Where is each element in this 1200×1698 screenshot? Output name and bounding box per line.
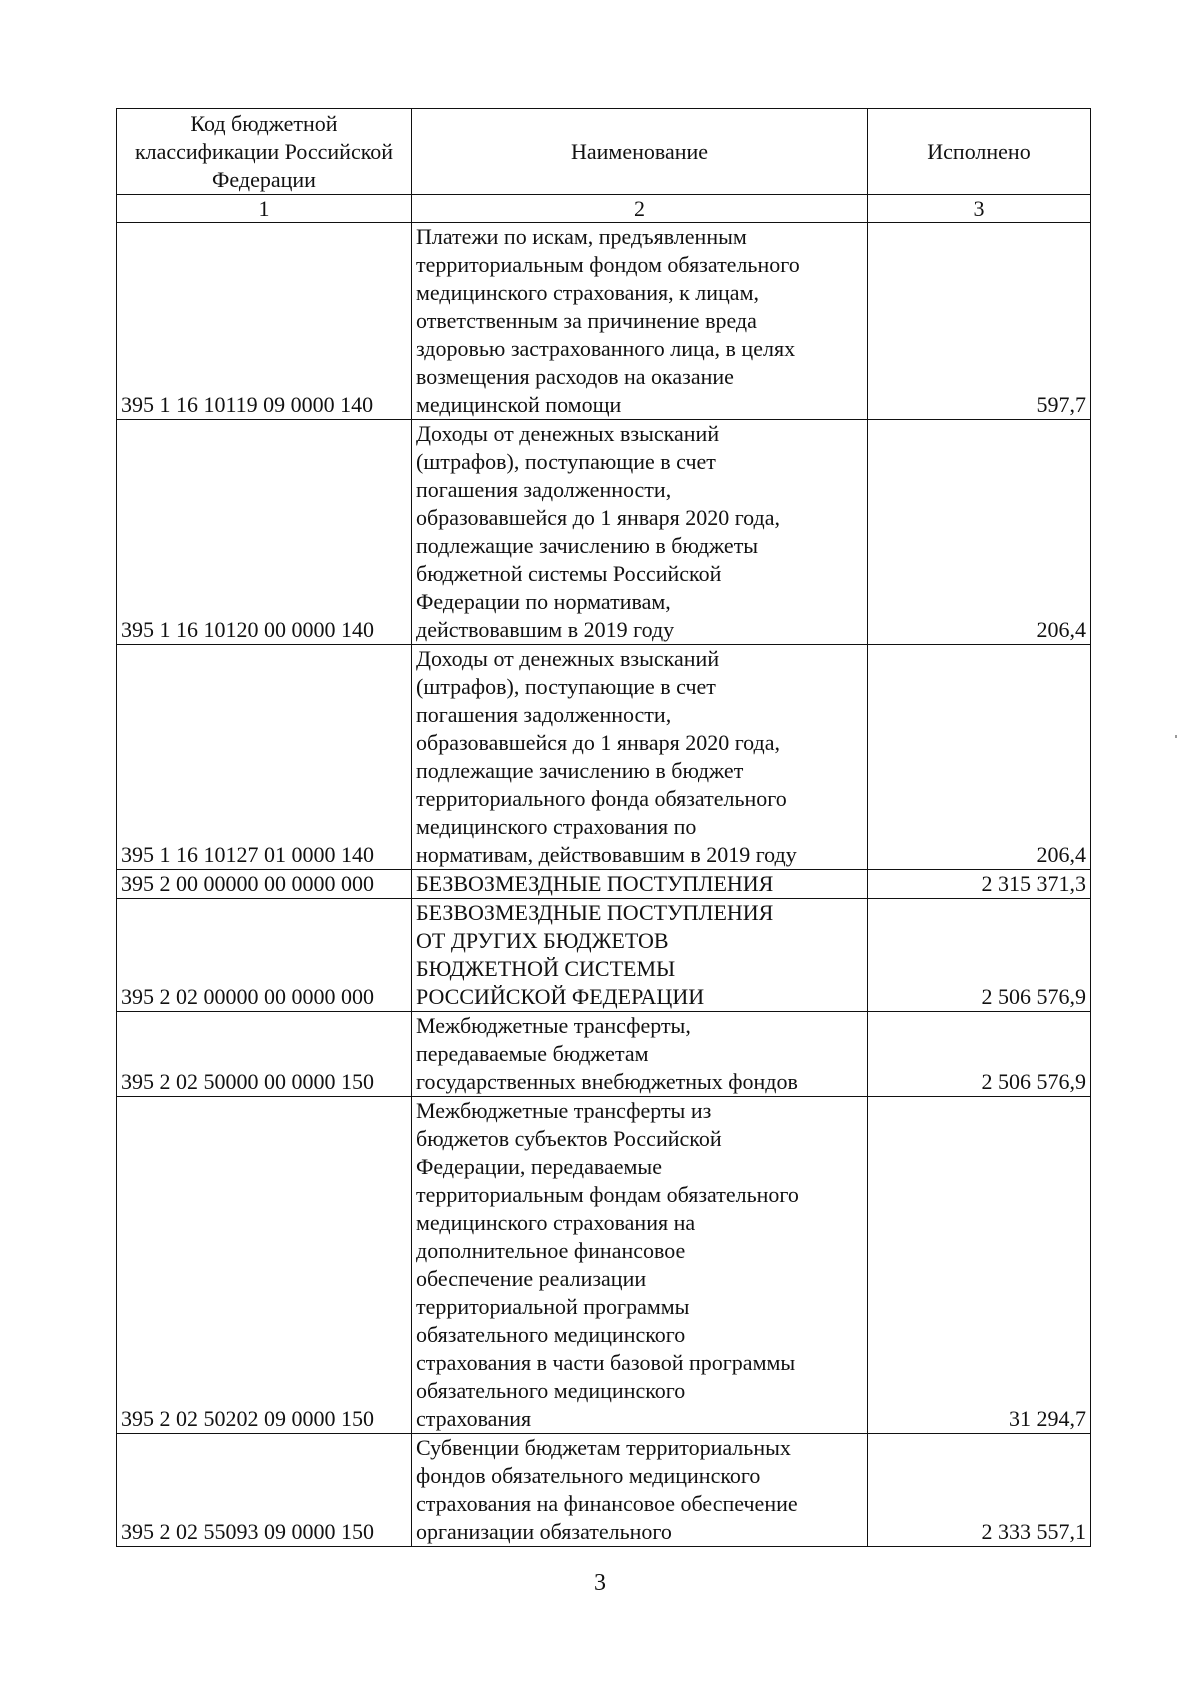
table-body xyxy=(117,223,1091,1547)
header-executed-label: Исполнено xyxy=(927,138,1031,164)
item-name-line: медицинского страхования по xyxy=(416,814,697,839)
executed-amount-cell: 597,7 xyxy=(868,223,1091,420)
item-name-line: медицинского страхования на xyxy=(416,1210,696,1235)
table-row xyxy=(117,1097,1091,1434)
item-name-line: территориальным фондом обязательного xyxy=(416,252,800,277)
table-row xyxy=(117,420,1091,645)
item-name-line: Доходы от денежных взысканий xyxy=(416,421,720,446)
item-name-line: здоровью застрахованного лица, в целях xyxy=(416,336,796,361)
item-name-line: передаваемые бюджетам xyxy=(416,1041,649,1066)
item-name-line: страхования xyxy=(416,1406,532,1431)
item-name-line: территориальным фондам обязательного xyxy=(416,1182,799,1207)
header-code xyxy=(117,109,412,195)
item-name-line: БЕЗВОЗМЕЗДНЫЕ ПОСТУПЛЕНИЯ xyxy=(416,871,774,896)
item-name-line: страхования в части базовой программы xyxy=(416,1350,796,1375)
item-name-line: обязательного медицинского xyxy=(416,1378,686,1403)
table-row xyxy=(117,223,1091,420)
item-name-cell xyxy=(412,1012,868,1097)
table-row xyxy=(117,899,1091,1012)
executed-amount-cell: 2 315 371,3 xyxy=(868,870,1091,899)
executed-amount-cell: 2 506 576,9 xyxy=(868,899,1091,1012)
item-name-cell xyxy=(412,1434,868,1547)
item-name-line: погашения задолженности, xyxy=(416,702,672,727)
column-number-2: 2 xyxy=(412,195,868,223)
header-executed xyxy=(868,109,1091,195)
item-name-line: БЕЗВОЗМЕЗДНЫЕ ПОСТУПЛЕНИЯ xyxy=(416,900,774,925)
item-name-line: страхования на финансовое обеспечение xyxy=(416,1491,798,1516)
budget-code-cell: 395 1 16 10120 00 0000 140 xyxy=(117,420,412,645)
column-number-1: 1 xyxy=(117,195,412,223)
item-name-line: организации обязательного xyxy=(416,1519,672,1544)
item-name-line: подлежащие зачислению в бюджеты xyxy=(416,533,759,558)
item-name-line: бюджетов субъектов Российской xyxy=(416,1126,722,1151)
item-name-line: медицинской помощи xyxy=(416,392,622,417)
executed-amount-cell: 31 294,7 xyxy=(868,1097,1091,1434)
item-name-line: образовавшейся до 1 января 2020 года, xyxy=(416,505,780,530)
item-name-line: действовавшим в 2019 году xyxy=(416,617,675,642)
item-name-line: обеспечение реализации xyxy=(416,1266,647,1291)
budget-code-cell: 395 2 02 55093 09 0000 150 xyxy=(117,1434,412,1547)
budget-code-cell: 395 2 00 00000 00 0000 000 xyxy=(117,870,412,899)
item-name-line: Субвенции бюджетам территориальных xyxy=(416,1435,791,1460)
executed-amount-cell: 2 506 576,9 xyxy=(868,1012,1091,1097)
header-name-label: Наименование xyxy=(570,138,709,164)
table-row xyxy=(117,645,1091,870)
item-name-line: (штрафов), поступающие в счет xyxy=(416,449,716,474)
item-name-line: Федерации по нормативам, xyxy=(416,589,671,614)
page-number: 3 xyxy=(594,1570,606,1596)
table-row xyxy=(117,1012,1091,1097)
item-name-line: нормативам, действовавшим в 2019 году xyxy=(416,842,797,867)
item-name-line: обязательного медицинского xyxy=(416,1322,686,1347)
item-name-line: БЮДЖЕТНОЙ СИСТЕМЫ xyxy=(416,956,676,981)
header-code-label: Код бюджетной классификации Российской Федерации xyxy=(134,110,394,192)
item-name-cell xyxy=(412,223,868,420)
table-header-row xyxy=(117,109,1091,195)
item-name-line: медицинского страхования, к лицам, xyxy=(416,280,759,305)
column-number-3: 3 xyxy=(868,195,1091,223)
budget-table xyxy=(116,108,1091,1547)
item-name-line: фондов обязательного медицинского xyxy=(416,1463,761,1488)
item-name-line: Межбюджетные трансферты из xyxy=(416,1098,712,1123)
item-name-cell xyxy=(412,1097,868,1434)
budget-code-cell: 395 1 16 10127 01 0000 140 xyxy=(117,645,412,870)
item-name-line: бюджетной системы Российской xyxy=(416,561,722,586)
table-row xyxy=(117,870,1091,899)
header-name xyxy=(412,109,868,195)
item-name-cell xyxy=(412,645,868,870)
table-row xyxy=(117,1434,1091,1547)
item-name-line: РОССИЙСКОЙ ФЕДЕРАЦИИ xyxy=(416,984,705,1009)
item-name-line: (штрафов), поступающие в счет xyxy=(416,674,716,699)
item-name-line: государственных внебюджетных фондов xyxy=(416,1069,798,1094)
item-name-line: ответственным за причинение вреда xyxy=(416,308,757,333)
column-number-row xyxy=(117,195,1091,223)
item-name-cell xyxy=(412,420,868,645)
item-name-line: Платежи по искам, предъявленным xyxy=(416,224,747,249)
item-name-line: Межбюджетные трансферты, xyxy=(416,1013,691,1038)
budget-code-cell: 395 1 16 10119 09 0000 140 xyxy=(117,223,412,420)
item-name-line: подлежащие зачислению в бюджет xyxy=(416,758,744,783)
item-name-line: дополнительное финансовое xyxy=(416,1238,686,1263)
executed-amount-cell: 2 333 557,1 xyxy=(868,1434,1091,1547)
budget-code-cell: 395 2 02 50202 09 0000 150 xyxy=(117,1097,412,1434)
item-name-line: погашения задолженности, xyxy=(416,477,672,502)
item-name-line: образовавшейся до 1 января 2020 года, xyxy=(416,730,780,755)
item-name-line: территориальной программы xyxy=(416,1294,690,1319)
item-name-cell xyxy=(412,899,868,1012)
item-name-line: территориального фонда обязательного xyxy=(416,786,787,811)
item-name-cell xyxy=(412,870,868,899)
scan-speck xyxy=(1175,735,1177,738)
budget-code-cell: 395 2 02 50000 00 0000 150 xyxy=(117,1012,412,1097)
item-name-line: Федерации, передаваемые xyxy=(416,1154,662,1179)
executed-amount-cell: 206,4 xyxy=(868,645,1091,870)
item-name-line: возмещения расходов на оказание xyxy=(416,364,734,389)
budget-code-cell: 395 2 02 00000 00 0000 000 xyxy=(117,899,412,1012)
item-name-line: ОТ ДРУГИХ БЮДЖЕТОВ xyxy=(416,928,669,953)
executed-amount-cell: 206,4 xyxy=(868,420,1091,645)
item-name-line: Доходы от денежных взысканий xyxy=(416,646,720,671)
